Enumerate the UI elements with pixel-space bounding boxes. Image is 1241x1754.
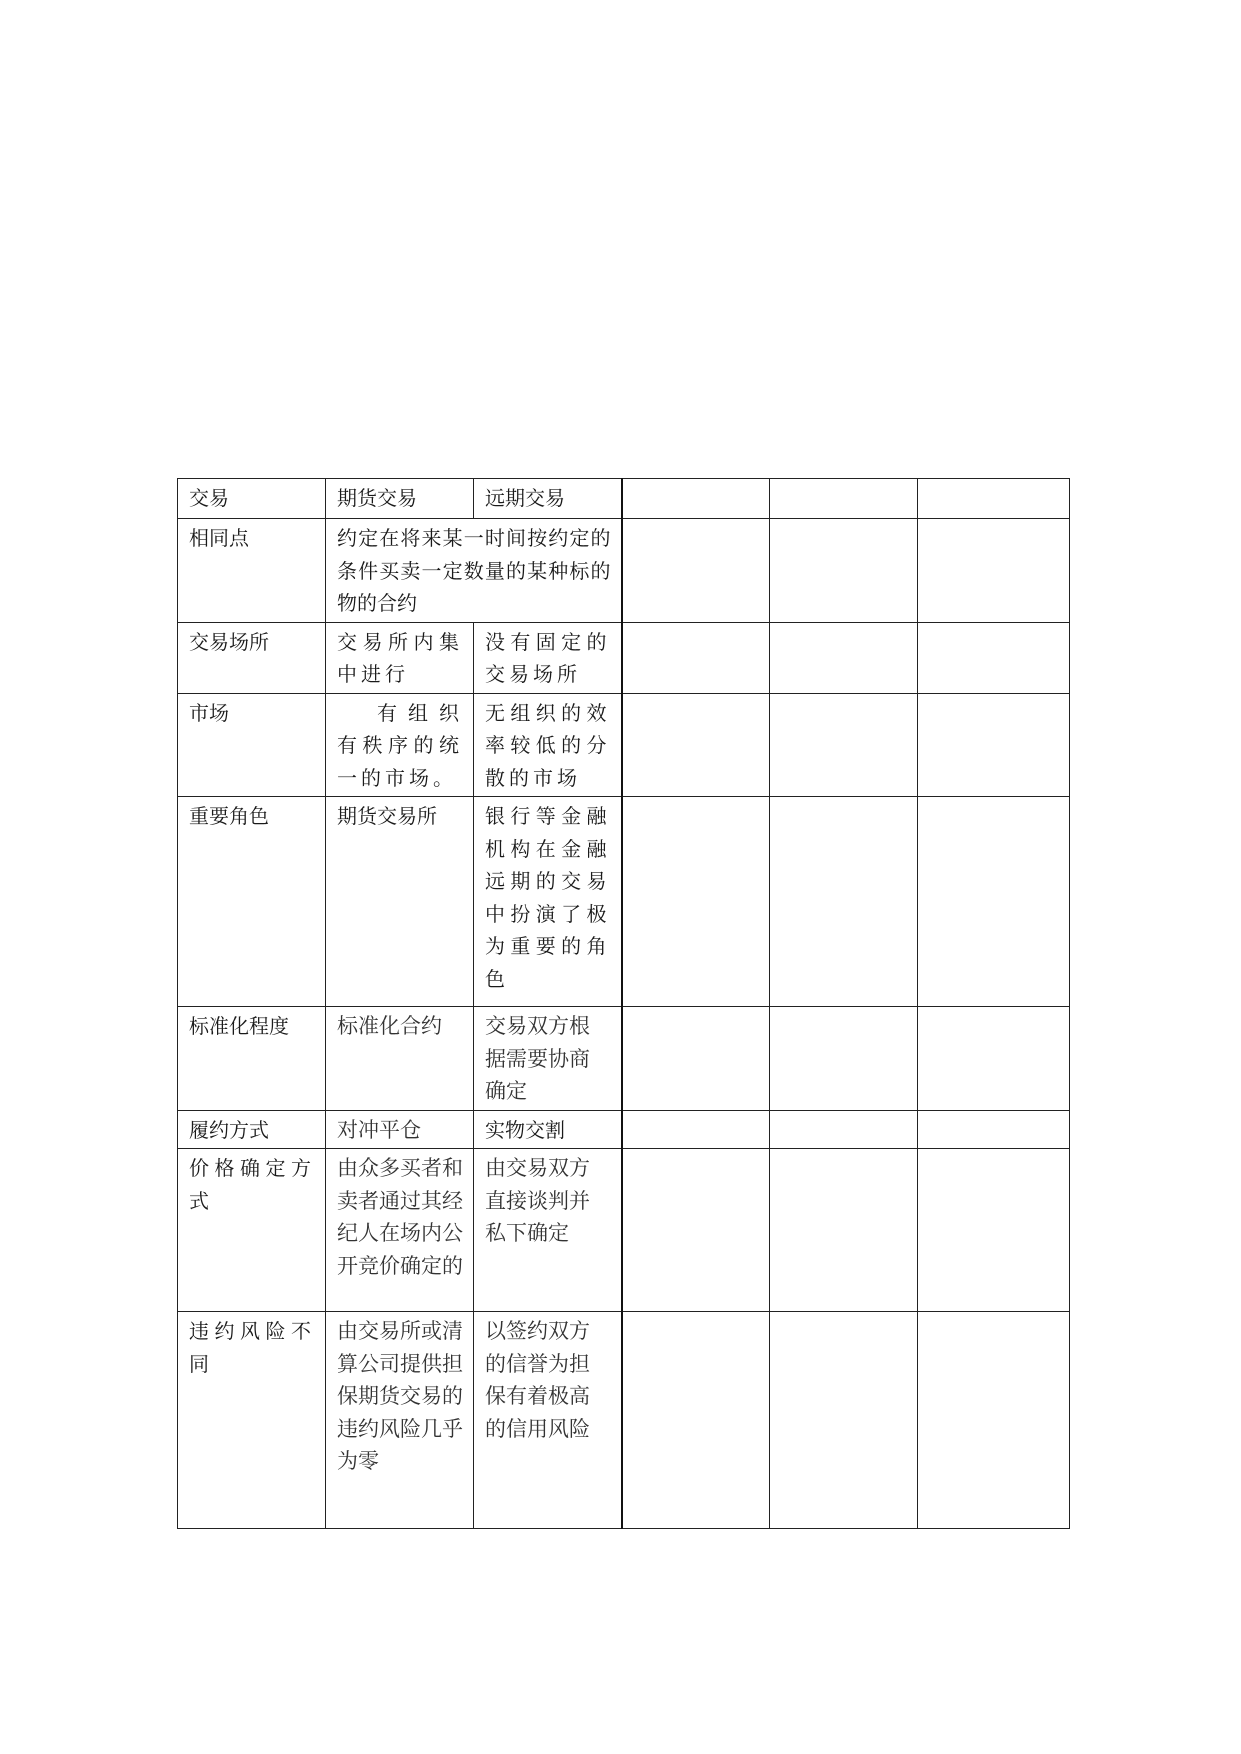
- futures-cell: 标准化合约: [326, 1007, 474, 1111]
- empty-cell: [622, 1110, 770, 1149]
- empty-cell: [918, 519, 1070, 623]
- empty-cell: [918, 622, 1070, 693]
- futures-cell: 有组织有秩序的统一的市场。: [326, 693, 474, 797]
- header-cell-trade: 交易: [178, 479, 326, 519]
- table-row: [178, 1149, 1070, 1312]
- forward-cell: 以签约双方的信誉为担保有着极高的信用风险: [474, 1312, 622, 1529]
- table-row: [178, 622, 1070, 693]
- header-row: [178, 479, 1070, 519]
- header-cell-futures: 期货交易: [326, 479, 474, 519]
- row-label: 价格确定方式: [178, 1149, 326, 1312]
- row-label: 市场: [178, 693, 326, 797]
- empty-cell: [770, 797, 918, 1007]
- table-row: [178, 1110, 1070, 1149]
- forward-cell: 由交易双方直接谈判并私下确定: [474, 1149, 622, 1312]
- empty-cell: [770, 1007, 918, 1111]
- futures-cell: 期货交易所: [326, 797, 474, 1007]
- empty-cell: [918, 797, 1070, 1007]
- row-label: 履约方式: [178, 1110, 326, 1149]
- empty-cell: [770, 1110, 918, 1149]
- table-row: [178, 693, 1070, 797]
- empty-cell: [918, 1149, 1070, 1312]
- comparison-table: [177, 478, 1070, 1529]
- row-label: 相同点: [178, 519, 326, 623]
- row-label: 违约风险不同: [178, 1312, 326, 1529]
- empty-cell: [918, 1110, 1070, 1149]
- empty-cell: [770, 519, 918, 623]
- table-row: [178, 519, 1070, 623]
- empty-cell: [770, 622, 918, 693]
- row-label: 交易场所: [178, 622, 326, 693]
- empty-cell: [622, 1007, 770, 1111]
- forward-cell: 没有固定的交易场所: [474, 622, 622, 693]
- row-label: 标准化程度: [178, 1007, 326, 1111]
- table-row: [178, 797, 1070, 1007]
- merged-cell: 约定在将来某一时间按约定的条件买卖一定数量的某种标的物的合约: [326, 519, 622, 623]
- empty-cell: [770, 1312, 918, 1529]
- empty-cell: [918, 693, 1070, 797]
- table-row: [178, 1312, 1070, 1529]
- empty-cell: [622, 1312, 770, 1529]
- forward-cell: 实物交割: [474, 1110, 622, 1149]
- empty-cell: [918, 1312, 1070, 1529]
- header-cell-forward: 远期交易: [474, 479, 622, 519]
- empty-cell: [770, 1149, 918, 1312]
- forward-cell: 交易双方根据需要协商确定: [474, 1007, 622, 1111]
- empty-cell: [918, 1007, 1070, 1111]
- table-row: [178, 1007, 1070, 1111]
- header-cell-empty: [622, 479, 770, 519]
- forward-cell: 银行等金融机构在金融远期的交易中扮演了极为重要的角色: [474, 797, 622, 1007]
- forward-cell: 无组织的效率较低的分散的市场: [474, 693, 622, 797]
- empty-cell: [622, 519, 770, 623]
- empty-cell: [622, 797, 770, 1007]
- futures-cell: 由众多买者和卖者通过其经纪人在场内公开竞价确定的: [326, 1149, 474, 1312]
- empty-cell: [622, 622, 770, 693]
- futures-cell: 由交易所或清算公司提供担保期货交易的违约风险几乎为零: [326, 1312, 474, 1529]
- header-cell-empty: [918, 479, 1070, 519]
- futures-cell: 交易所内集中进行: [326, 622, 474, 693]
- futures-cell: 对冲平仓: [326, 1110, 474, 1149]
- empty-cell: [622, 693, 770, 797]
- header-cell-empty: [770, 479, 918, 519]
- empty-cell: [770, 693, 918, 797]
- row-label: 重要角色: [178, 797, 326, 1007]
- empty-cell: [622, 1149, 770, 1312]
